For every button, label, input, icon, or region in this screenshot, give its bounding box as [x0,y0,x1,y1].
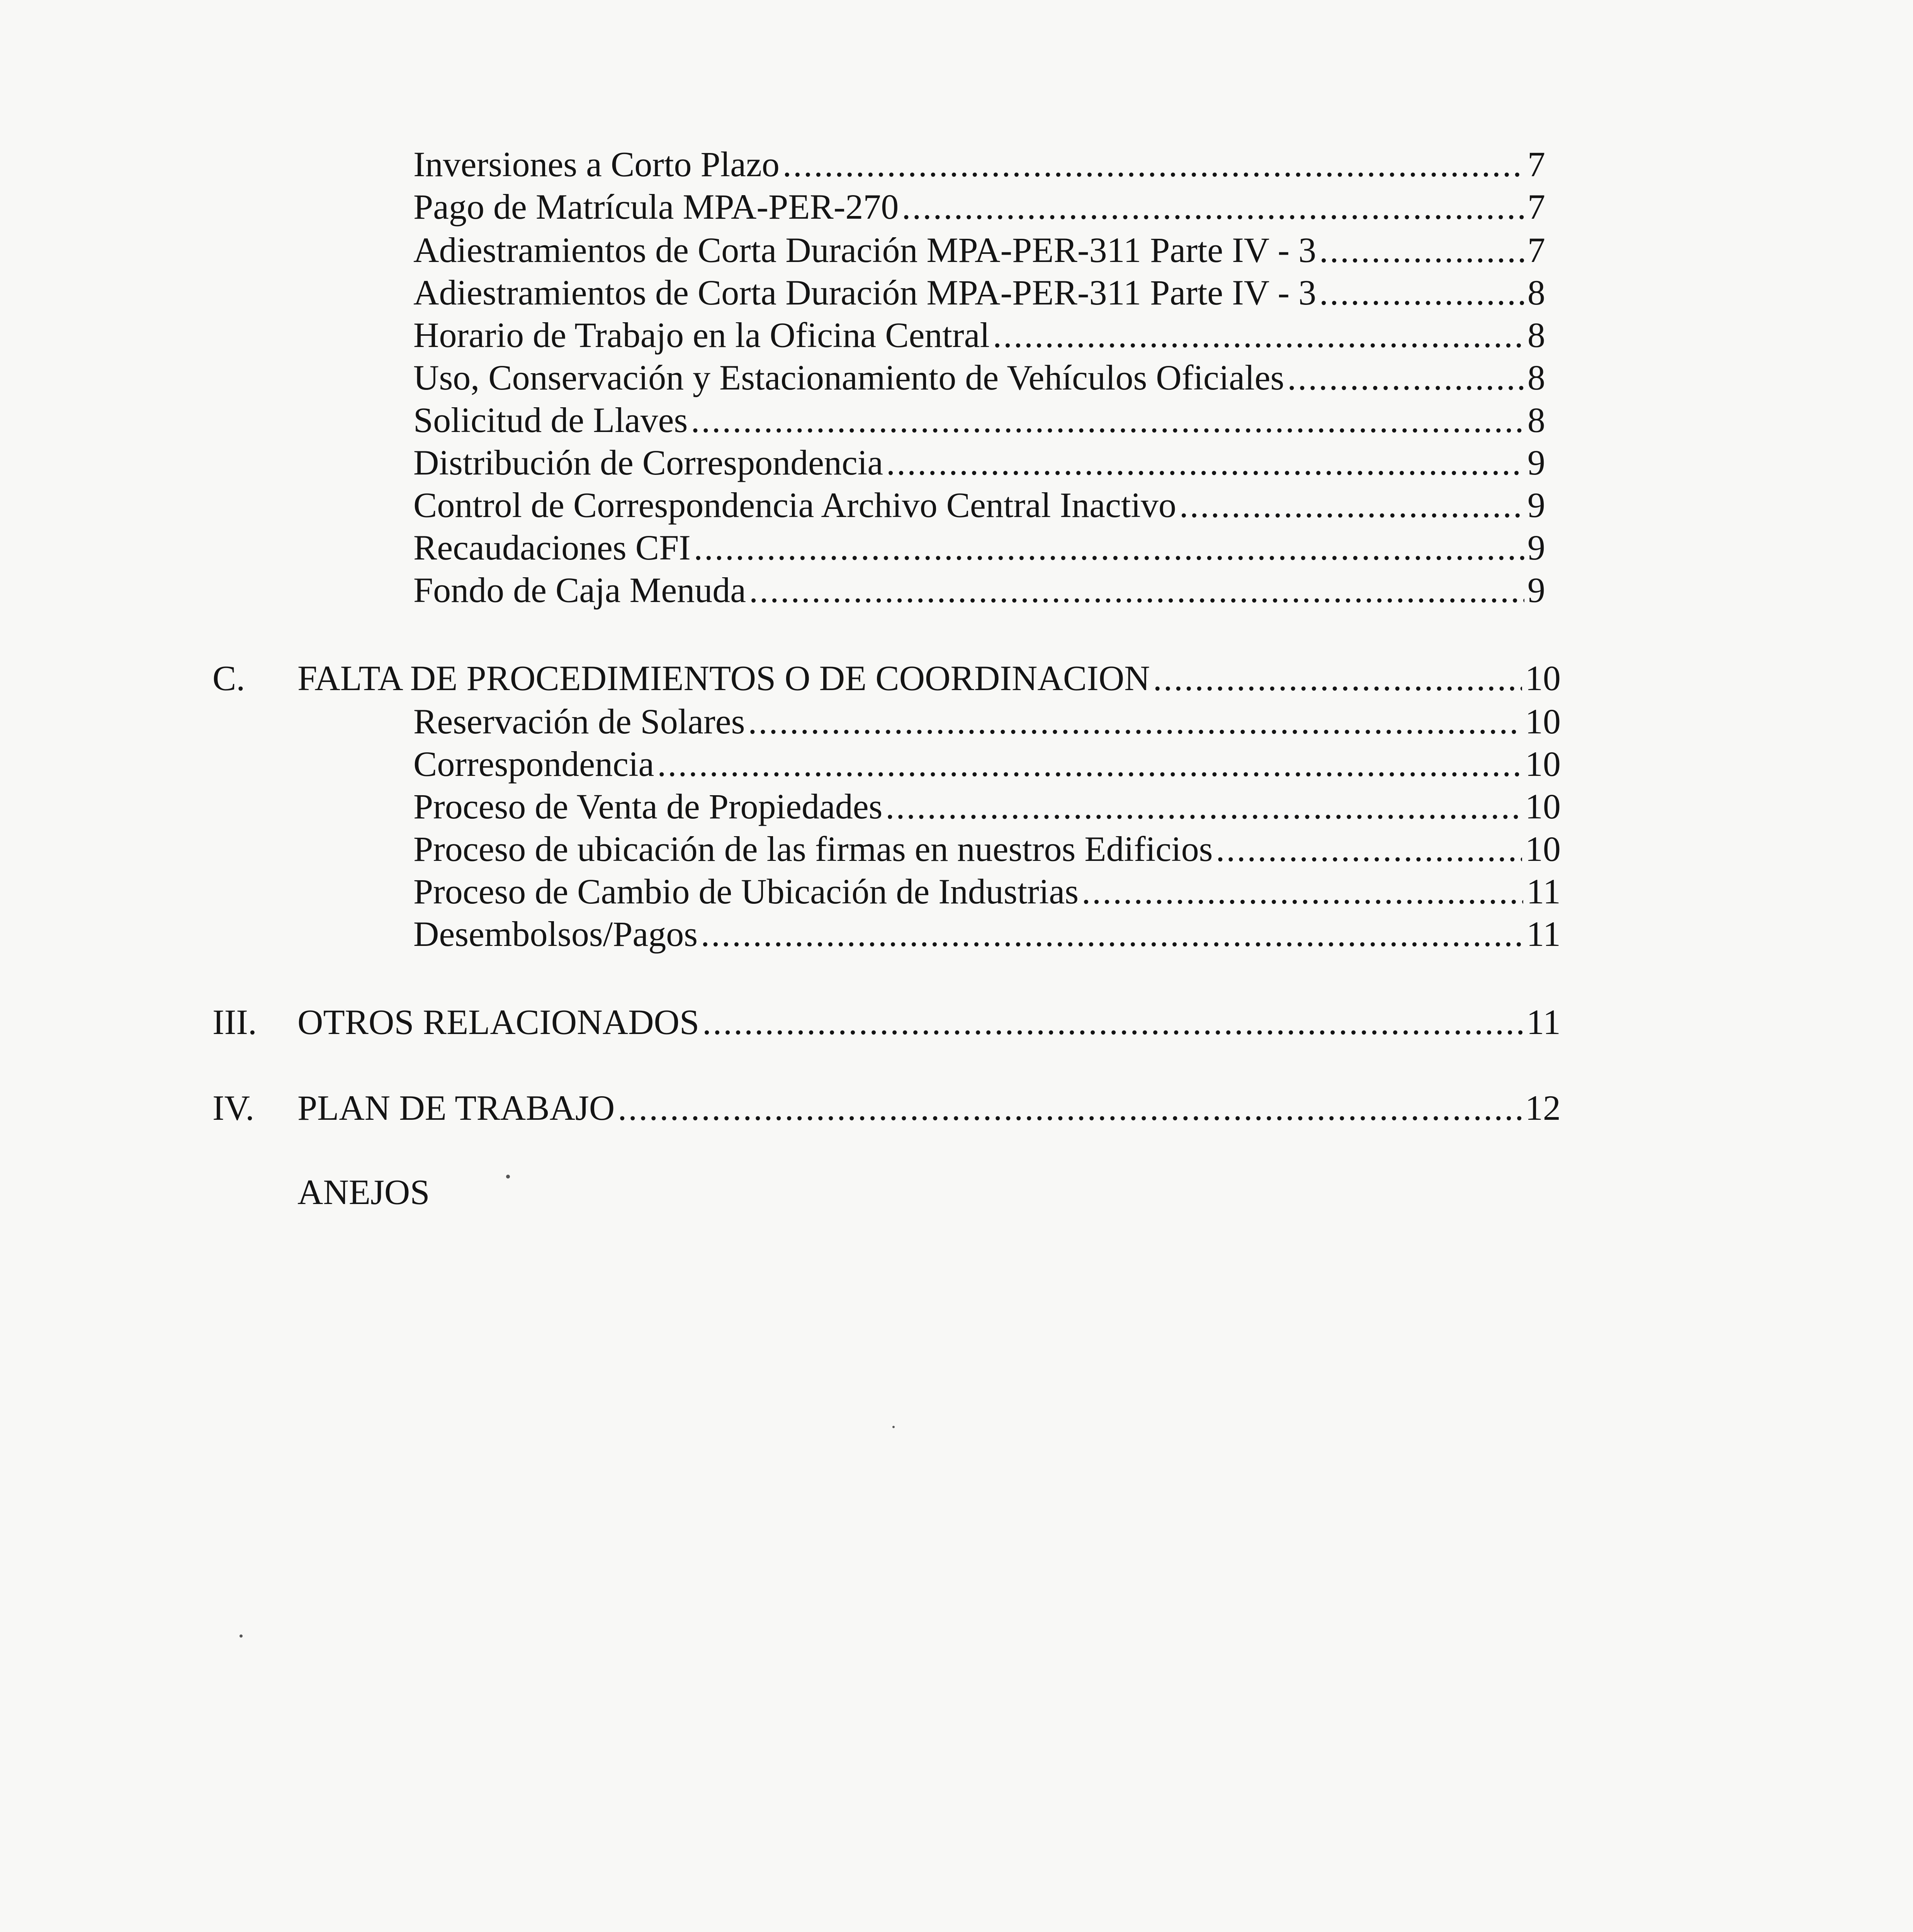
toc-entry-title: Correspondencia [413,744,654,784]
dot-leader [902,185,1524,228]
toc-entry-title: Solicitud de Llaves [413,400,688,440]
section-number: C. [212,658,245,698]
dot-leader [1319,271,1524,314]
toc-entry-page: 9 [1527,528,1545,567]
scan-speck [506,1175,510,1179]
toc-anejos [297,1171,430,1213]
toc-entry [413,356,1545,399]
dot-leader [886,441,1524,484]
toc-section-page: 11 [1526,1002,1561,1042]
toc-entry-page: 8 [1527,315,1545,355]
toc-entry-page: 7 [1527,145,1545,184]
toc-entry-title: Control de Correspondencia Archivo Central Inactivo [413,485,1176,525]
section-number: IV. [212,1088,255,1128]
toc-entry-title: Reservación de Solares [413,702,745,741]
dot-leader [748,700,1522,743]
toc-entry-title: Fondo de Caja Menuda [413,570,746,610]
toc-entry-page: 10 [1525,787,1561,826]
toc-entry-page: 11 [1526,872,1561,911]
toc-entry-title: Proceso de Cambio de Ubicación de Industrias [413,872,1079,911]
dot-leader [702,1001,1523,1043]
toc-entry [413,185,1545,228]
dot-leader [783,143,1524,185]
dot-leader [1153,657,1522,699]
toc-section-page: 10 [1525,658,1561,698]
toc-entry-page: 9 [1527,443,1545,482]
toc-entry [413,441,1545,484]
dot-leader [657,743,1522,785]
toc-entry [413,484,1545,526]
toc-section-title: PLAN DE TRABAJO [297,1088,615,1128]
toc-section-heading [212,1001,1561,1043]
toc-entry-title: Proceso de Venta de Propiedades [413,787,883,826]
toc-entry [413,828,1561,870]
toc-entry-page: 7 [1527,187,1545,226]
dot-leader [1216,828,1522,870]
toc-entry-page: 10 [1525,829,1561,869]
toc-entry [413,569,1545,611]
toc-entry-title: Inversiones a Corto Plazo [413,145,780,184]
toc-entry-title: Pago de Matrícula MPA-PER-270 [413,187,899,226]
toc-entry-page: 8 [1527,273,1545,312]
toc-entry-title: Adiestramientos de Corta Duración MPA-PER-311 Parte IV - 3 [413,230,1317,270]
toc-entry [413,913,1561,955]
toc-entry [413,743,1561,785]
section-number: III. [212,1002,257,1042]
toc-entry [413,314,1545,356]
toc-entry-title: Recaudaciones CFI [413,528,691,567]
dot-leader [993,314,1524,356]
toc-entry [413,229,1545,271]
toc-entry-page: 11 [1526,914,1561,954]
dot-leader [691,399,1524,441]
anejos-label: ANEJOS [297,1172,430,1212]
toc-entry-title: Desembolsos/Pagos [413,914,698,954]
toc-entry [413,143,1545,185]
toc-entry [413,700,1561,743]
toc-entry-title: Distribución de Correspondencia [413,443,883,482]
toc-section-heading [212,657,1561,699]
scan-speck [892,1426,895,1428]
toc-entry [413,870,1561,913]
toc-entry-title: Uso, Conservación y Estacionamiento de Vehículos Oficiales [413,358,1284,397]
dot-leader [885,785,1522,828]
dot-leader [1179,484,1524,526]
toc-entry-title: Proceso de ubicación de las firmas en nuestros Edificios [413,829,1213,869]
toc-entry [413,785,1561,828]
toc-entry [413,271,1545,314]
toc-section-title: FALTA DE PROCEDIMIENTOS O DE COORDINACION [297,658,1150,698]
dot-leader [1319,229,1524,271]
toc-entry-page: 10 [1525,702,1561,741]
toc-section-page: 12 [1525,1088,1561,1128]
toc-section-heading [212,1087,1561,1129]
toc-section-title: OTROS RELACIONADOS [297,1002,700,1042]
dot-leader [749,569,1524,611]
dot-leader [1287,356,1524,399]
toc-entry-page: 9 [1527,570,1545,610]
toc-entry-page: 9 [1527,485,1545,525]
toc-entry-page: 8 [1527,358,1545,397]
dot-leader [694,526,1524,569]
dot-leader [618,1087,1522,1129]
toc-entry-title: Adiestramientos de Corta Duración MPA-PER-311 Parte IV - 3 [413,273,1317,312]
dot-leader [701,913,1523,955]
toc-entry [413,399,1545,441]
scan-speck [240,1634,243,1638]
toc-entry [413,526,1545,569]
toc-entry-page: 8 [1527,400,1545,440]
dot-leader [1082,870,1523,913]
toc-entry-page: 7 [1527,230,1545,270]
toc-entry-page: 10 [1525,744,1561,784]
toc-entry-title: Horario de Trabajo en la Oficina Central [413,315,990,355]
